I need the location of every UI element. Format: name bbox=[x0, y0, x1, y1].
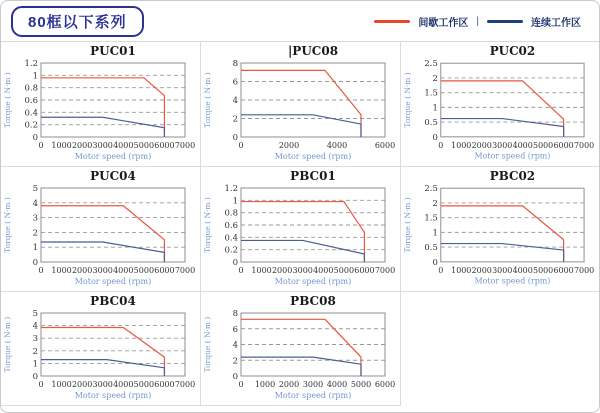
svg-text:4000: 4000 bbox=[512, 140, 533, 150]
svg-text:|PUC08: |PUC08 bbox=[287, 44, 339, 58]
svg-text:Torque ( N·m ): Torque ( N·m ) bbox=[203, 197, 212, 253]
svg-text:0: 0 bbox=[38, 380, 44, 389]
svg-text:1: 1 bbox=[32, 359, 38, 370]
svg-text:4000: 4000 bbox=[326, 141, 348, 150]
svg-text:4: 4 bbox=[232, 340, 238, 351]
svg-text:7000: 7000 bbox=[174, 266, 196, 275]
svg-text:2: 2 bbox=[432, 72, 438, 83]
legend-red-line-swatch bbox=[374, 20, 410, 23]
svg-text:3000: 3000 bbox=[492, 265, 513, 275]
chart-svg bbox=[401, 167, 599, 291]
svg-text:Motor speed (rpm): Motor speed (rpm) bbox=[74, 391, 152, 400]
svg-text:2.5: 2.5 bbox=[424, 183, 438, 194]
svg-text:1000: 1000 bbox=[51, 266, 72, 275]
chart-cell-pbc01 bbox=[201, 167, 401, 292]
svg-text:Motor speed (rpm): Motor speed (rpm) bbox=[274, 277, 352, 286]
svg-text:5000: 5000 bbox=[133, 380, 155, 389]
svg-text:0.5: 0.5 bbox=[424, 117, 438, 128]
svg-text:1.2: 1.2 bbox=[224, 184, 238, 194]
svg-text:3000: 3000 bbox=[302, 380, 324, 389]
legend-label-continuous: 连续工作区 bbox=[531, 17, 581, 29]
svg-text:5000: 5000 bbox=[533, 140, 554, 150]
svg-text:0.2: 0.2 bbox=[24, 120, 38, 131]
svg-text:7000: 7000 bbox=[374, 266, 396, 275]
svg-text:1: 1 bbox=[432, 102, 438, 113]
svg-text:0: 0 bbox=[432, 131, 438, 142]
svg-text:0: 0 bbox=[438, 265, 444, 275]
svg-text:6000: 6000 bbox=[154, 141, 175, 150]
svg-text:2: 2 bbox=[232, 356, 238, 367]
svg-text:6: 6 bbox=[232, 77, 238, 88]
svg-text:1000: 1000 bbox=[51, 141, 72, 150]
header bbox=[1, 1, 599, 42]
svg-text:2: 2 bbox=[32, 228, 38, 239]
svg-text:3000: 3000 bbox=[92, 266, 113, 275]
charts-grid bbox=[1, 42, 599, 406]
svg-text:0: 0 bbox=[432, 256, 438, 267]
svg-text:PBC04: PBC04 bbox=[90, 294, 136, 308]
svg-text:4000: 4000 bbox=[113, 266, 134, 275]
svg-text:3000: 3000 bbox=[92, 141, 113, 150]
chart-cell-puc04 bbox=[1, 167, 201, 292]
svg-text:Torque ( N·m ): Torque ( N·m ) bbox=[203, 72, 212, 128]
svg-text:PBC02: PBC02 bbox=[489, 169, 536, 184]
svg-text:Motor speed (rpm): Motor speed (rpm) bbox=[274, 391, 352, 400]
svg-text:4: 4 bbox=[32, 321, 38, 332]
empty-cell bbox=[401, 292, 599, 406]
svg-text:6000: 6000 bbox=[354, 266, 375, 275]
svg-text:0: 0 bbox=[38, 266, 44, 275]
svg-text:0.5: 0.5 bbox=[424, 242, 438, 253]
svg-text:1000: 1000 bbox=[254, 380, 276, 389]
svg-text:2.5: 2.5 bbox=[424, 58, 438, 69]
svg-text:0: 0 bbox=[238, 266, 244, 275]
svg-text:3000: 3000 bbox=[492, 140, 513, 150]
svg-text:1: 1 bbox=[432, 227, 438, 238]
legend-separator: | bbox=[476, 15, 479, 27]
svg-text:2000: 2000 bbox=[278, 380, 300, 389]
svg-text:2000: 2000 bbox=[471, 265, 492, 275]
svg-text:Motor speed (rpm): Motor speed (rpm) bbox=[274, 152, 352, 161]
svg-text:6000: 6000 bbox=[374, 141, 396, 150]
svg-text:Torque ( N·m ): Torque ( N·m ) bbox=[3, 197, 12, 253]
svg-text:0.4: 0.4 bbox=[224, 233, 238, 244]
svg-text:0: 0 bbox=[438, 140, 444, 150]
legend bbox=[374, 14, 589, 29]
svg-text:5000: 5000 bbox=[133, 266, 155, 275]
svg-text:2000: 2000 bbox=[71, 141, 93, 150]
svg-text:2000: 2000 bbox=[278, 141, 300, 150]
svg-text:1: 1 bbox=[232, 196, 238, 207]
svg-text:1.5: 1.5 bbox=[424, 87, 438, 98]
svg-text:6000: 6000 bbox=[553, 140, 574, 150]
svg-text:8: 8 bbox=[232, 59, 238, 69]
svg-text:2000: 2000 bbox=[71, 266, 93, 275]
svg-text:1000: 1000 bbox=[51, 380, 72, 389]
svg-text:0: 0 bbox=[238, 141, 244, 150]
svg-text:7000: 7000 bbox=[573, 265, 595, 275]
chart-svg bbox=[201, 167, 400, 291]
svg-text:3000: 3000 bbox=[292, 266, 313, 275]
svg-text:PUC01: PUC01 bbox=[90, 44, 136, 58]
svg-text:4000: 4000 bbox=[326, 380, 348, 389]
svg-text:Motor speed (rpm): Motor speed (rpm) bbox=[474, 276, 551, 286]
svg-text:1.5: 1.5 bbox=[424, 212, 438, 223]
svg-text:3: 3 bbox=[32, 213, 38, 224]
svg-text:2: 2 bbox=[432, 197, 438, 208]
svg-text:6000: 6000 bbox=[154, 266, 175, 275]
svg-text:1: 1 bbox=[32, 71, 38, 82]
svg-text:2000: 2000 bbox=[271, 266, 293, 275]
chart-cell-puc02 bbox=[401, 42, 599, 167]
svg-text:5000: 5000 bbox=[350, 380, 372, 389]
svg-text:Motor speed (rpm): Motor speed (rpm) bbox=[74, 277, 152, 286]
svg-text:1.2: 1.2 bbox=[24, 59, 38, 69]
svg-text:4000: 4000 bbox=[512, 265, 533, 275]
svg-text:2: 2 bbox=[32, 346, 38, 357]
svg-text:0: 0 bbox=[238, 380, 244, 389]
svg-text:3000: 3000 bbox=[92, 380, 113, 389]
svg-text:0: 0 bbox=[38, 141, 44, 150]
svg-text:PUC02: PUC02 bbox=[489, 44, 536, 59]
chart-svg bbox=[1, 167, 200, 291]
svg-text:Torque ( N·m ): Torque ( N·m ) bbox=[3, 72, 12, 128]
legend-label-intermittent: 间歇工作区 bbox=[418, 17, 469, 29]
svg-text:6: 6 bbox=[232, 324, 238, 335]
svg-text:5000: 5000 bbox=[133, 141, 155, 150]
svg-text:0.8: 0.8 bbox=[224, 208, 238, 219]
svg-text:4000: 4000 bbox=[113, 141, 134, 150]
chart-cell-pbc08 bbox=[201, 292, 401, 406]
svg-text:0: 0 bbox=[232, 258, 238, 268]
svg-text:3: 3 bbox=[32, 334, 38, 345]
svg-text:PBC01: PBC01 bbox=[290, 169, 336, 183]
svg-text:Torque ( N·m ): Torque ( N·m ) bbox=[402, 72, 412, 128]
svg-text:Torque ( N·m ): Torque ( N·m ) bbox=[402, 197, 412, 253]
svg-text:0: 0 bbox=[232, 372, 238, 382]
svg-text:5000: 5000 bbox=[333, 266, 355, 275]
svg-text:6000: 6000 bbox=[154, 380, 175, 389]
chart-cell-pbc04 bbox=[1, 292, 201, 406]
series-title-badge bbox=[11, 6, 144, 37]
legend-blue-line-swatch bbox=[487, 20, 523, 23]
svg-text:1000: 1000 bbox=[451, 265, 472, 275]
svg-text:2000: 2000 bbox=[471, 140, 492, 150]
svg-text:8: 8 bbox=[232, 309, 238, 319]
chart-cell-pbc02 bbox=[401, 167, 599, 292]
svg-text:6000: 6000 bbox=[374, 380, 396, 389]
chart-cell-puc08 bbox=[201, 42, 401, 167]
svg-text:5: 5 bbox=[32, 309, 38, 319]
svg-text:Motor speed (rpm): Motor speed (rpm) bbox=[474, 151, 551, 161]
svg-text:0.2: 0.2 bbox=[224, 245, 238, 256]
svg-text:7000: 7000 bbox=[174, 141, 196, 150]
svg-text:1000: 1000 bbox=[451, 140, 472, 150]
svg-text:4: 4 bbox=[32, 198, 38, 209]
svg-text:0: 0 bbox=[232, 133, 238, 143]
svg-text:7000: 7000 bbox=[573, 140, 595, 150]
chart-svg bbox=[201, 42, 400, 166]
svg-text:1000: 1000 bbox=[251, 266, 272, 275]
svg-text:0: 0 bbox=[32, 372, 38, 382]
svg-text:Torque ( N·m ): Torque ( N·m ) bbox=[3, 316, 12, 373]
svg-text:4000: 4000 bbox=[113, 380, 134, 389]
chart-svg bbox=[1, 292, 200, 405]
svg-text:2: 2 bbox=[232, 114, 238, 125]
svg-text:Torque ( N·m ): Torque ( N·m ) bbox=[203, 316, 212, 373]
svg-text:2000: 2000 bbox=[71, 380, 93, 389]
series-title: 80框以下系列 bbox=[28, 13, 127, 31]
chart-cell-puc01 bbox=[1, 42, 201, 167]
svg-text:0: 0 bbox=[32, 133, 38, 143]
svg-text:PUC04: PUC04 bbox=[90, 169, 136, 183]
svg-text:7000: 7000 bbox=[174, 380, 196, 389]
chart-svg bbox=[201, 292, 400, 405]
svg-text:0: 0 bbox=[32, 258, 38, 268]
chart-svg bbox=[1, 42, 200, 166]
svg-text:0.6: 0.6 bbox=[24, 96, 38, 106]
svg-text:4: 4 bbox=[232, 96, 238, 106]
svg-text:5: 5 bbox=[32, 184, 38, 194]
svg-text:0.4: 0.4 bbox=[24, 108, 38, 119]
svg-text:4000: 4000 bbox=[313, 266, 334, 275]
svg-text:Motor speed (rpm): Motor speed (rpm) bbox=[74, 152, 152, 161]
svg-text:6000: 6000 bbox=[553, 265, 574, 275]
chart-svg bbox=[401, 42, 599, 166]
svg-text:1: 1 bbox=[32, 243, 38, 254]
svg-text:0.8: 0.8 bbox=[24, 83, 38, 94]
svg-text:5000: 5000 bbox=[533, 265, 554, 275]
svg-text:0.6: 0.6 bbox=[224, 221, 238, 231]
svg-text:PBC08: PBC08 bbox=[290, 294, 336, 308]
